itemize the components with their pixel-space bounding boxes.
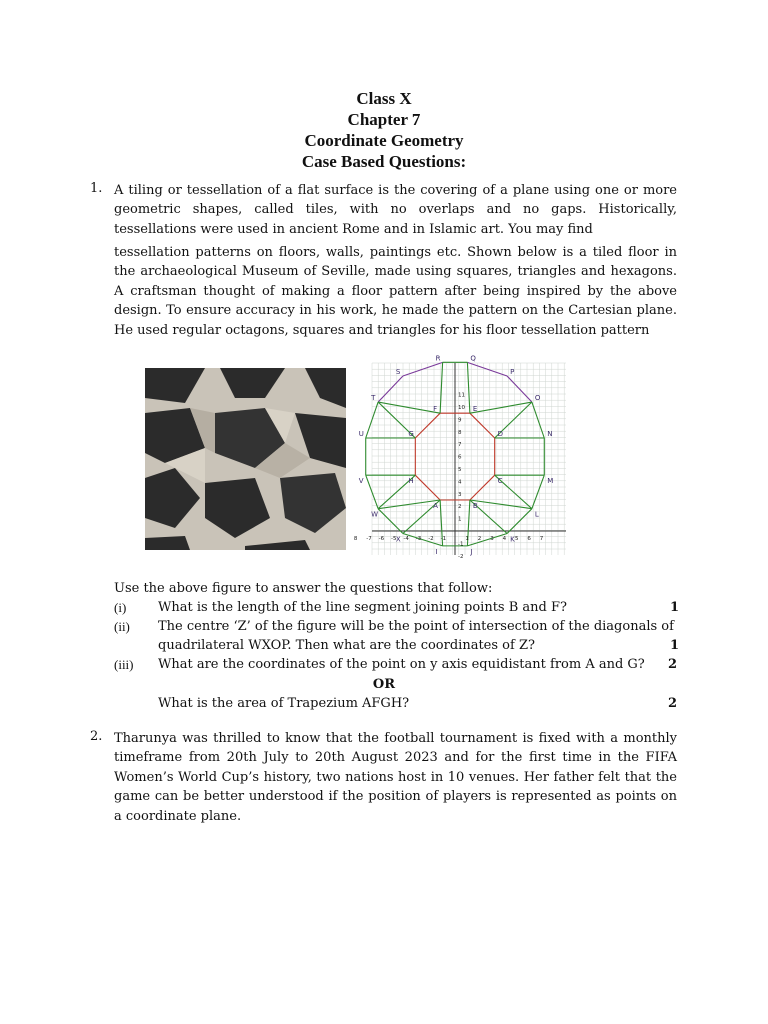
point-label-H: H [408, 477, 414, 486]
tiled-floor-photo [145, 368, 346, 550]
alternate-question-text: What is the area of Trapezium AFGH? [158, 696, 410, 711]
y-tick-label: -1 [458, 541, 464, 548]
outer-edge [532, 475, 544, 508]
inner-edge [470, 413, 495, 438]
point-label-D: D [497, 430, 504, 438]
y-tick-label: 1 [458, 516, 462, 523]
coordinate-figure [353, 354, 566, 560]
x-tick-label: 8 [353, 536, 358, 542]
question-1-text-b: tessellation patterns on floors, walls, paintings etc. Shown below is a tiled floor in the archaeological Museum of Seville, made using squares, triangles and hexagons. A craftsman thought of making a floor pattern after being inspired by the above design. To ensure accuracy in his work, he made the pattern on the Cartesian plane. He used regular octagons, squares and triangles for his floor tessellation pattern [114, 245, 677, 338]
x-tick-label: 2 [477, 536, 482, 542]
point-label-C: C [497, 477, 503, 486]
inner-edge [470, 475, 495, 500]
sub-question-text-iii: What are the coordinates of the point on y axis equidistant from A and G? [158, 657, 645, 672]
point-label-Q: Q [470, 354, 476, 363]
sub-question-label-iii: (iii) [114, 657, 134, 672]
sub-question-text-ii-cont: quadrilateral WXOP. Then what are the coordinates of Z? [158, 638, 535, 653]
y-tick-label: 5 [458, 467, 462, 473]
point-label-J: J [470, 547, 473, 556]
x-tick-label: 4 [502, 536, 507, 542]
x-tick-label: 6 [527, 536, 531, 542]
point-label-L: L [534, 510, 539, 519]
y-tick-label: -2 [458, 553, 464, 560]
x-tick-label: -3 [415, 536, 422, 542]
y-tick-label: 9 [458, 417, 462, 424]
marks-iii: 2 [668, 657, 678, 672]
y-tick-label: 7 [458, 442, 462, 449]
question-2-text: Tharunya was thrilled to know that the football tournament is fixed with a monthly timeframe from 20th July to 20th August 2023 and for the first time in the FIFA Women’s World Cup’s history, two nations host in 10 venues. Her father felt that the game can be better understood if the position of players is represented as points on a coordinate plane. [114, 731, 677, 824]
marks-alternate: 2 [668, 696, 678, 711]
point-label-F: F [433, 405, 438, 414]
coordinate-plane [353, 354, 566, 560]
point-label-O: O [534, 394, 541, 403]
y-tick-label: 2 [458, 504, 462, 511]
point-label-E: E [472, 405, 478, 414]
y-tick-label: 3 [458, 491, 462, 498]
x-tick-label: -5 [391, 536, 397, 542]
y-tick-label: 11 [458, 392, 465, 399]
sub-question-label-ii: (ii) [114, 619, 130, 634]
y-tick-label: 10 [458, 405, 465, 411]
x-tick-label: -6 [378, 536, 385, 542]
x-tick-label: 1 [465, 536, 469, 542]
point-label-N: N [547, 430, 553, 438]
x-tick-label: -2 [428, 536, 434, 542]
y-tick-label: 4 [458, 479, 462, 486]
chapter-heading: Chapter 7 [347, 110, 421, 129]
x-tick-label: -4 [403, 536, 409, 542]
sub-question-label-i: (i) [114, 600, 127, 615]
point-label-X: X [395, 535, 401, 544]
point-label-B: B [472, 502, 478, 510]
point-label-I: I [435, 547, 438, 556]
outer-edge [507, 376, 532, 402]
connector-edge [470, 500, 532, 509]
x-tick-label: 7 [539, 536, 544, 542]
point-label-W: W [371, 510, 379, 519]
sub-question-text-ii: The centre ‘Z’ of the figure will be the point of intersection of the diagonals of [158, 619, 674, 634]
point-label-S: S [395, 368, 401, 376]
questions-intro: Use the above figure to answer the questions that follow: [114, 581, 493, 596]
x-tick-label: -7 [366, 536, 372, 542]
class-heading: Class X [356, 89, 412, 108]
point-label-R: R [435, 354, 441, 363]
sub-question-text-i: What is the length of the line segment joining points B and F? [158, 600, 567, 615]
question-1-text-a: A tiling or tessellation of a flat surface is the covering of a plane using one or more geometric shapes, called tiles, with no overlaps and no gaps. Historically, tessellations were used in ancient Rome and in Islamic art. You may find [114, 183, 677, 237]
point-label-M: M [547, 477, 554, 486]
topic-heading: Coordinate Geometry [304, 131, 464, 150]
marks-ii: 1 [670, 638, 680, 653]
outer-edge [467, 533, 507, 545]
point-label-U: U [358, 430, 364, 438]
x-tick-label: 5 [515, 536, 519, 542]
point-label-G: G [408, 430, 414, 438]
point-label-A: A [433, 502, 438, 510]
y-tick-label: 8 [458, 429, 462, 436]
point-label-P: P [510, 368, 515, 376]
question-1-number: 1. [90, 181, 103, 196]
question-2-number: 2. [90, 729, 103, 744]
x-tick-label: 3 [490, 536, 494, 542]
point-label-T: T [371, 394, 376, 403]
marks-i: 1 [670, 600, 680, 615]
x-tick-label: -1 [440, 536, 447, 542]
point-label-V: V [358, 477, 364, 486]
outer-edge [532, 402, 544, 438]
outer-edge [507, 509, 532, 534]
section-heading: Case Based Questions: [301, 152, 467, 171]
point-label-K: K [510, 535, 515, 544]
y-tick-label: 6 [458, 454, 462, 461]
or-divider: OR [372, 677, 396, 692]
